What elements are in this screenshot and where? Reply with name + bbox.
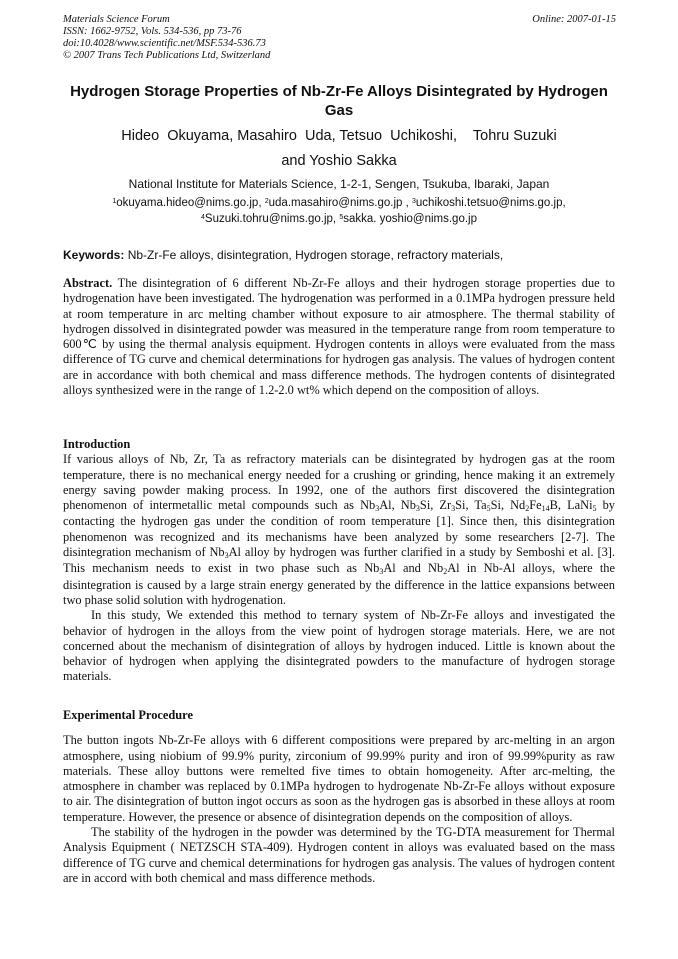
author-list — [63, 124, 615, 174]
intro-text-a: If various alloys of Nb, Zr, Ta as refractory materials can be disintegrated by hydrogen gas at the room temperature, there is no mechanical energy needed for a crushing or grinding, hence making it an extremely energy saving powder making process. In 1992, one of the authors first discovered the disintegration phenomenon of intermetallic metal compounds such as Nb — [63, 452, 615, 513]
intro-text-i: Al alloy by hydrogen was further clarified in a study by Semboshi et al. [3]. This mechanism needs to exist in two phase such as Nb — [63, 545, 615, 576]
intro-sub: 5 — [592, 504, 597, 514]
keywords-label: Keywords: — [63, 248, 125, 262]
introduction-paragraph-2: In this study, We extended this method to ternary system of Nb-Zr-Fe alloys and investigated the behavior of hydrogen in the alloys from the view point of hydrogen storage materials. Here, we are not concerned about the mechanism of disintegration of alloys by hydrogen induced. Little is known about the behavior of hydrogen when applying the disintegrated powders to the manufacture of hydrogen storage materials. — [63, 608, 615, 684]
introduction-heading: Introduction — [63, 437, 131, 451]
email-4[interactable]: Suzuki.tohru@nims.go.jp, — [204, 213, 340, 225]
intro-sub: 3 — [224, 551, 229, 561]
email-1[interactable]: okuyama.hideo@nims.go.jp, — [116, 197, 265, 209]
online-date: Online: 2007-01-15 — [532, 14, 616, 25]
keywords-text: Nb-Zr-Fe alloys, disintegration, Hydrogen storage, refractory materials, — [124, 248, 504, 262]
intro-text-b: Al, Nb — [379, 498, 416, 513]
keywords — [63, 247, 615, 263]
intro-text-c: Si, Zr — [419, 498, 452, 513]
journal-doi: doi:10.4028/www.scientific.net/MSF.534-536.73 — [63, 38, 266, 49]
email-sup-3: 3 — [412, 198, 416, 205]
intro-sub: 5 — [486, 504, 491, 514]
intro-sub: 2 — [443, 567, 448, 577]
intro-sub: 3 — [379, 567, 384, 577]
abstract-label: Abstract. — [63, 276, 113, 290]
affiliation: National Institute for Materials Science, 1-2-1, Sengen, Tsukuba, Ibaraki, Japan — [128, 177, 550, 191]
email-5[interactable]: sakka. yoshio@nims.go.jp — [343, 213, 477, 225]
abstract-text: The disintegration of 6 different Nb-Zr-Fe alloys and their hydrogen storage properties due to hydrogenation have been investigated. The hydrogenation was performed in a 0.1MPa hydrogen pressure held at room temperature in arc melting chamber without exposure to air atmosphere. The thermal stability of hydrogen dissolved in disintegrated powder was measured in the temperature range from room temperature to 600℃ by using the thermal analysis equipment. Hydrogen contents in alloys were evaluated from the mass difference of TG curve and chemical determinations for hydrogen gas analysis. The values of hydrogen content are in accordance with both chemical and mass difference methods. The hydrogen contents of disintegrated alloys synthesized were in the range of 1.2-2.0 wt% which depend on the composition of alloys. — [63, 276, 615, 398]
email-2[interactable]: uda.masahiro@nims.go.jp , — [268, 197, 412, 209]
email-sup-1: 1 — [112, 198, 117, 205]
intro-text-j: Al and Nb — [383, 561, 444, 576]
experimental-paragraph-2: The stability of the hydrogen in the powder was determined by the TG-DTA measurement for Thermal Analysis Equipment ( NETZSCH STA-409). Hydrogen content in alloys was evaluated based on the mass difference of TG curve and chemical determinations for hydrogen gas analysis. The values of hydrogen content are in accord with both chemical and mass difference methods. — [63, 825, 615, 885]
intro-text-h: by contacting the hydrogen gas under the condition of room temperature [1]. Since then, this disintegration phenomenon was recognized and its mechanisms have been analyzed by some researchers [2-7]. The disintegration mechanism of Nb — [63, 498, 616, 560]
introduction-paragraph-1 — [63, 452, 615, 608]
journal-copyright: © 2007 Trans Tech Publications Ltd, Switzerland — [63, 50, 271, 61]
intro-sub: 3 — [375, 504, 380, 514]
intro-sub: 3 — [415, 504, 420, 514]
email-sup-2: 2 — [264, 198, 269, 205]
intro-text-d: Si, Ta — [455, 498, 487, 513]
emails-line-2 — [63, 211, 615, 227]
experimental-paragraph-1: The button ingots Nb-Zr-Fe alloys with 6 different compositions were prepared by arc-melting in an argon atmosphere, using niobium of 99.9% purity, zirconium of 99.99% purity and iron of 99.99%purity as raw materials. These alloy buttons were remelted five times to obtain homogeneity. After arc-melting, the atmosphere in chamber was replaced by 0.1MPa hydrogen to hydrogenate Nb-Zr-Fe alloys without exposure to air. The disintegration of button ingot occurs as soon as the hydrogen gas is absorbed in these alloys at room temperature. However, the presence or absence of disintegration depends on the composition of alloys. — [63, 733, 615, 824]
intro-sub: 14 — [541, 504, 550, 514]
authors-line-1: Hideo Okuyama, Masahiro Uda, Tetsuo Uchikoshi, Tohru Suzuki — [121, 128, 557, 144]
intro-text-e: Si, Nd — [490, 498, 526, 513]
authors-line-2: and Yoshio Sakka — [281, 153, 397, 169]
journal-issn: ISSN: 1662-9752, Vols. 534-536, pp 73-76 — [63, 26, 242, 37]
experimental-section — [63, 708, 615, 886]
abstract-paragraph — [63, 276, 615, 398]
introduction-section — [63, 437, 615, 685]
email-sup-5: 5 — [339, 214, 344, 221]
intro-text-k: Al in Nb-Al alloys, where the disintegration is caused by a large strain energy generated by the difference in the lattice expansions between two phase solid solution with hydrogenation. — [63, 561, 616, 607]
experimental-heading: Experimental Procedure — [63, 708, 193, 722]
author-emails — [63, 195, 615, 227]
intro-text-g: B, LaNi — [549, 498, 593, 513]
abstract-section — [63, 276, 615, 398]
paper-title: Hydrogen Storage Properties of Nb-Zr-Fe Alloys Disintegrated by Hydrogen Gas — [70, 83, 608, 119]
email-sup-4: 4 — [201, 214, 205, 221]
emails-line-1 — [63, 195, 615, 211]
intro-text-f: Fe — [529, 498, 542, 513]
journal-info — [63, 14, 423, 62]
email-3[interactable]: uchikoshi.tetsuo@nims.go.jp, — [415, 197, 566, 209]
intro-sub: 2 — [525, 504, 530, 514]
intro-sub: 3 — [451, 504, 456, 514]
journal-name: Materials Science Forum — [63, 14, 170, 25]
